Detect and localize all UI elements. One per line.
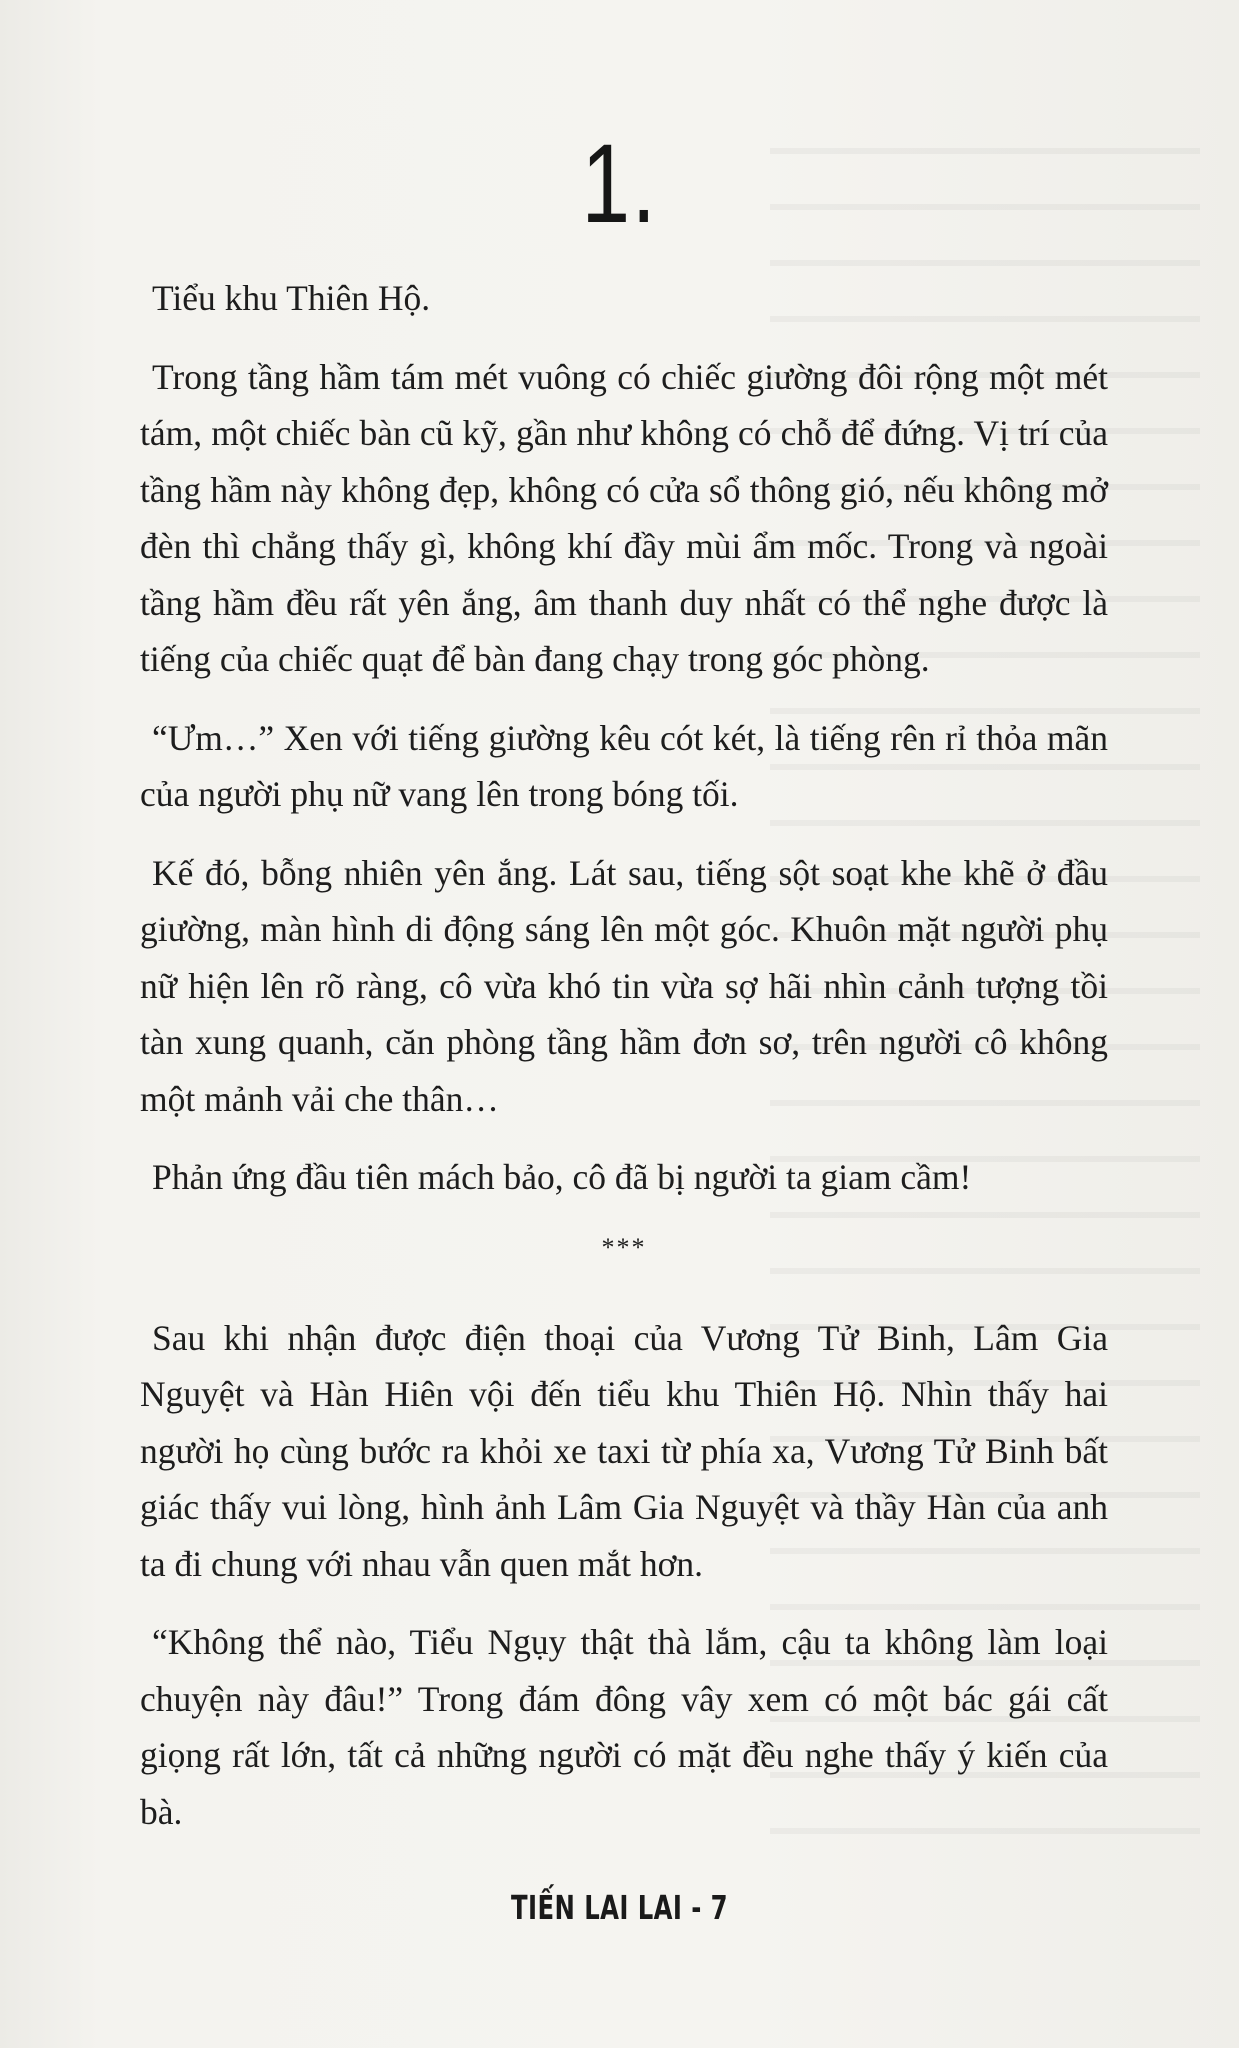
paragraph: “Ưm…” Xen với tiếng giường kêu cót két, là tiếng rên rỉ thỏa mãn của người phụ nữ vang lên trong bóng tối. [140,717,1108,814]
chapter-number: 1. [581,121,658,246]
paragraph: “Không thể nào, Tiểu Ngụy thật thà lắm, cậu ta không làm loại chuyện này đâu!” Trong đám đông vây xem có một bác gái cất giọng rất lớn, tất cả những người có mặt đều nghe thấy ý kiến của bà. [140,1622,1108,1832]
section-separator: *** [601,1232,647,1262]
body-text [140,270,1108,1862]
paragraph: Tiểu khu Thiên Hộ. [152,278,431,318]
paragraph: Trong tầng hầm tám mét vuông có chiếc giường đôi rộng một mét tám, một chiếc bàn cũ kỹ, gần như không có chỗ để đứng. Vị trí của tầng hầm này không đẹp, không có cửa sổ thông gió, nếu không mở đèn thì chẳng thấy gì, không khí đầy mùi ẩm mốc. Trong và ngoài tầng hầm đều rất yên ắng, âm thanh duy nhất có thể nghe được là tiếng của chiếc quạt để bàn đang chạy trong góc phòng. [140,356,1108,679]
paragraph: Phản ứng đầu tiên mách bảo, cô đã bị người ta giam cầm! [152,1157,972,1197]
paragraph: Kế đó, bỗng nhiên yên ắng. Lát sau, tiếng sột soạt khe khẽ ở đầu giường, màn hình di động sáng lên một góc. Khuôn mặt người phụ nữ hiện lên rõ ràng, cô vừa khó tin vừa sợ hãi nhìn cảnh tượng tồi tàn xung quanh, căn phòng tầng hầm đơn sơ, trên người cô không một mảnh vải che thân… [140,852,1108,1119]
page-footer: TIẾN LAI LAI - 7 [511,1888,728,1927]
paragraph: Sau khi nhận được điện thoại của Vương Tử Binh, Lâm Gia Nguyệt và Hàn Hiên vội đến tiểu khu Thiên Hộ. Nhìn thấy hai người họ cùng bước ra khỏi xe taxi từ phía xa, Vương Tử Binh bất giác thấy vui lòng, hình ảnh Lâm Gia Nguyệt và thầy Hàn của anh ta đi chung với nhau vẫn quen mắt hơn. [140,1317,1108,1584]
